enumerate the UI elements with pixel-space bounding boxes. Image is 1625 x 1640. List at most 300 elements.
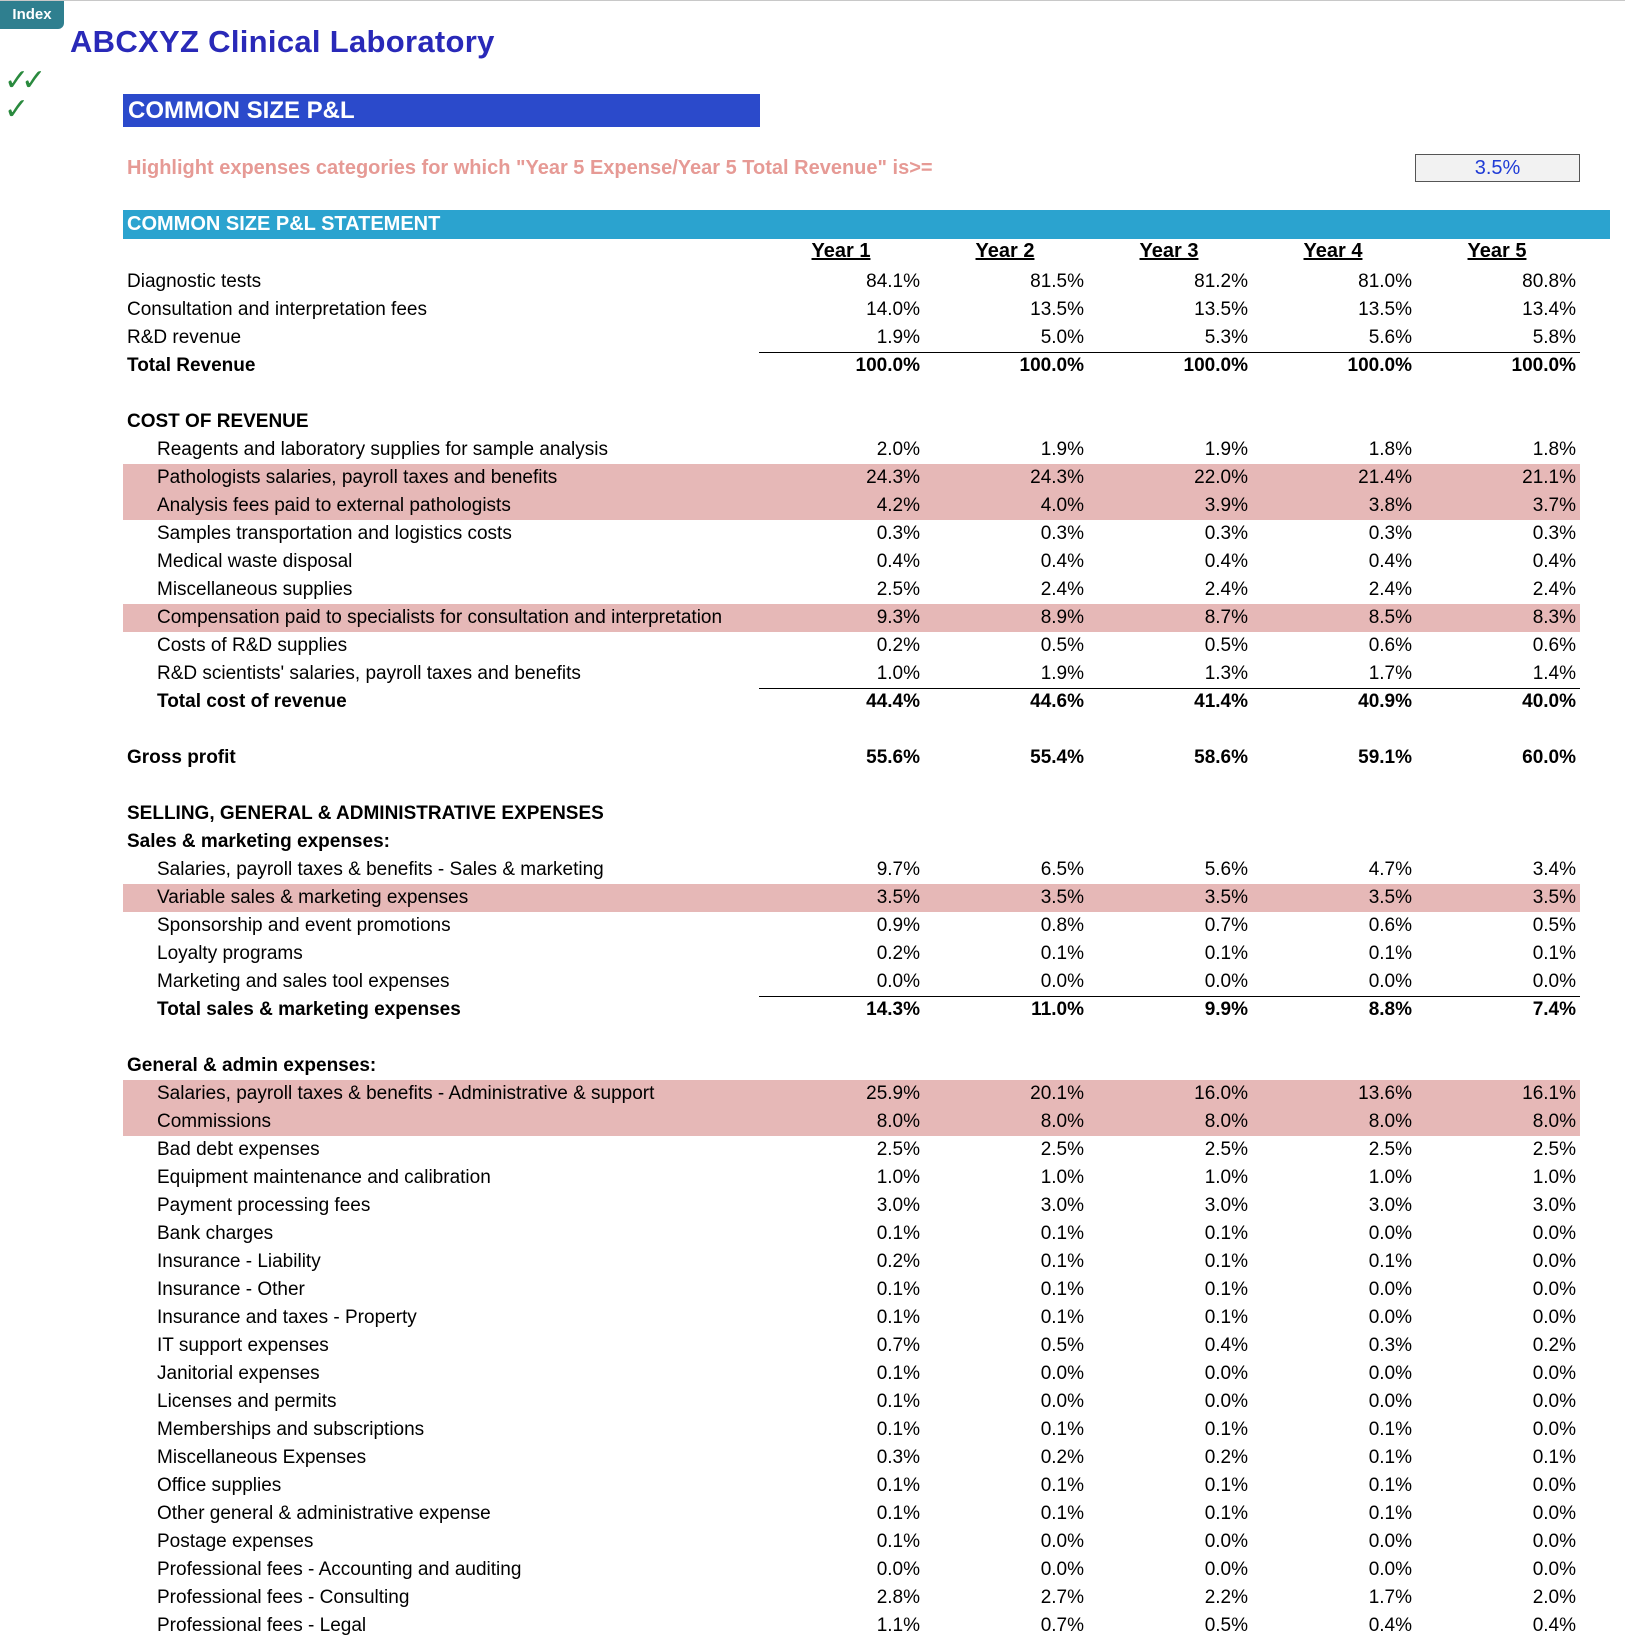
year-2-value: 55.4% (1030, 747, 1084, 768)
table-row-highlighted (123, 884, 1580, 912)
year-3-value: 2.5% (1204, 1139, 1248, 1160)
row-label: Payment processing fees (157, 1195, 371, 1216)
double-check-icon: ✓✓ (4, 64, 39, 97)
row-label: Reagents and laboratory supplies for sample analysis (157, 439, 608, 460)
year-1-value: 0.1% (876, 1223, 920, 1244)
year-3-value: 0.1% (1204, 1419, 1248, 1440)
table-row (0, 1136, 1625, 1164)
year-header-3: Year 3 (1139, 240, 1199, 262)
year-4-value: 2.4% (1368, 579, 1412, 600)
year-3-value: 0.4% (1204, 551, 1248, 572)
year-4-value: 0.0% (1368, 1559, 1412, 1580)
year-4-value: 8.8% (1368, 999, 1412, 1020)
year-3-value: 0.0% (1204, 1391, 1248, 1412)
table-row (0, 436, 1625, 464)
year-2-value: 0.1% (1040, 1223, 1084, 1244)
year-4-value: 0.1% (1368, 943, 1412, 964)
table-row (0, 268, 1625, 296)
highlight-threshold-label: Highlight expenses categories for which "Year 5 Expense/Year 5 Total Revenue" is>= (127, 157, 933, 179)
year-1-value: 14.0% (866, 299, 920, 320)
year-5-value: 40.0% (1522, 691, 1576, 712)
year-2-value: 1.9% (1040, 663, 1084, 684)
year-1-value: 0.1% (876, 1391, 920, 1412)
year-4-value: 0.0% (1368, 1363, 1412, 1384)
table-row (0, 352, 1625, 380)
row-label: Analysis fees paid to external pathologists (157, 495, 511, 516)
row-label: Sponsorship and event promotions (157, 915, 451, 936)
row-label: Licenses and permits (157, 1391, 337, 1412)
year-4-value: 0.0% (1368, 971, 1412, 992)
row-label: Marketing and sales tool expenses (157, 971, 450, 992)
year-4-value: 0.3% (1368, 523, 1412, 544)
year-5-value: 13.4% (1522, 299, 1576, 320)
year-1-value: 84.1% (866, 271, 920, 292)
year-4-value: 3.0% (1368, 1195, 1412, 1216)
table-row (0, 1220, 1625, 1248)
row-label: Total Revenue (127, 355, 256, 376)
year-5-value: 8.0% (1532, 1111, 1576, 1132)
table-row (0, 1444, 1625, 1472)
pl-table (0, 268, 1625, 1640)
year-1-value: 0.0% (876, 1559, 920, 1580)
year-5-value: 0.1% (1532, 943, 1576, 964)
year-5-value: 0.0% (1532, 971, 1576, 992)
table-row (0, 660, 1625, 688)
row-label: Compensation paid to specialists for consultation and interpretation (157, 607, 723, 628)
table-row (0, 408, 1625, 436)
year-5-value: 0.6% (1532, 635, 1576, 656)
year-3-value: 0.4% (1204, 1335, 1248, 1356)
year-4-value: 0.4% (1368, 1615, 1412, 1636)
year-5-value: 0.4% (1532, 1615, 1576, 1636)
year-5-value: 0.0% (1532, 1419, 1576, 1440)
table-row-highlighted (123, 464, 1580, 492)
year-5-value: 2.5% (1532, 1139, 1576, 1160)
year-1-value: 1.9% (876, 327, 920, 348)
year-1-value: 25.9% (866, 1083, 920, 1104)
year-1-value: 0.1% (876, 1363, 920, 1384)
year-1-value: 0.3% (876, 1447, 920, 1468)
row-label: Salaries, payroll taxes & benefits - Sales & marketing (157, 859, 604, 880)
year-3-value: 0.2% (1204, 1447, 1248, 1468)
year-4-value: 21.4% (1358, 467, 1412, 488)
row-label: SELLING, GENERAL & ADMINISTRATIVE EXPENSES (127, 803, 604, 824)
check-icon: ✓ (4, 93, 30, 126)
year-4-value: 0.0% (1368, 1391, 1412, 1412)
year-5-value: 0.2% (1532, 1335, 1576, 1356)
year-3-value: 0.1% (1204, 1223, 1248, 1244)
year-1-value: 0.1% (876, 1307, 920, 1328)
highlight-threshold-input[interactable]: 3.5% (1415, 154, 1580, 182)
table-row (0, 1024, 1625, 1052)
year-1-value: 2.5% (876, 1139, 920, 1160)
top-border (0, 0, 1625, 1)
year-1-value: 1.0% (876, 1167, 920, 1188)
year-2-value: 4.0% (1040, 495, 1084, 516)
row-label: Consultation and interpretation fees (127, 299, 427, 320)
year-5-value: 1.4% (1532, 663, 1576, 684)
table-row-highlighted (123, 1108, 1580, 1136)
year-2-value: 0.1% (1040, 943, 1084, 964)
year-2-value: 0.0% (1040, 1531, 1084, 1552)
year-2-value: 5.0% (1040, 327, 1084, 348)
row-label: Professional fees - Accounting and auditing (157, 1559, 522, 1580)
year-3-value: 0.1% (1204, 1251, 1248, 1272)
year-5-value: 0.4% (1532, 551, 1576, 572)
row-label: Miscellaneous Expenses (157, 1447, 367, 1468)
year-5-value: 0.0% (1532, 1251, 1576, 1272)
year-1-value: 0.3% (876, 523, 920, 544)
year-3-value: 1.3% (1204, 663, 1248, 684)
year-header-4: Year 4 (1303, 240, 1363, 262)
year-3-value: 0.7% (1204, 915, 1248, 936)
year-4-value: 1.0% (1368, 1167, 1412, 1188)
year-1-value: 0.1% (876, 1279, 920, 1300)
row-label: Memberships and subscriptions (157, 1419, 425, 1440)
year-2-value: 44.6% (1030, 691, 1084, 712)
row-label: Total cost of revenue (157, 691, 347, 712)
table-row (0, 912, 1625, 940)
year-header-1: Year 1 (811, 240, 871, 262)
year-2-value: 0.7% (1040, 1615, 1084, 1636)
year-3-value: 13.5% (1194, 299, 1248, 320)
table-row (0, 744, 1625, 772)
year-5-value: 3.7% (1532, 495, 1576, 516)
table-row (0, 1052, 1625, 1080)
year-2-value: 2.4% (1040, 579, 1084, 600)
year-1-value: 0.4% (876, 551, 920, 572)
year-5-value: 0.0% (1532, 1531, 1576, 1552)
row-label: Professional fees - Consulting (157, 1587, 410, 1608)
year-4-value: 13.5% (1358, 299, 1412, 320)
year-1-value: 0.1% (876, 1531, 920, 1552)
year-1-value: 55.6% (866, 747, 920, 768)
year-2-value: 0.0% (1040, 971, 1084, 992)
year-5-value: 3.0% (1532, 1195, 1576, 1216)
year-5-value: 21.1% (1522, 467, 1576, 488)
year-4-value: 0.0% (1368, 1279, 1412, 1300)
row-label: Loyalty programs (157, 943, 303, 964)
year-3-value: 0.0% (1204, 971, 1248, 992)
year-1-value: 0.2% (876, 635, 920, 656)
year-3-value: 41.4% (1194, 691, 1248, 712)
year-5-value: 1.8% (1532, 439, 1576, 460)
year-5-value: 0.1% (1532, 1447, 1576, 1468)
table-row (0, 940, 1625, 968)
table-row (0, 1416, 1625, 1444)
year-3-value: 8.7% (1204, 607, 1248, 628)
year-4-value: 100.0% (1347, 355, 1412, 376)
row-label: Miscellaneous supplies (157, 579, 353, 600)
year-1-value: 44.4% (866, 691, 920, 712)
year-3-value: 0.0% (1204, 1559, 1248, 1580)
year-5-value: 8.3% (1532, 607, 1576, 628)
row-label: R&D scientists' salaries, payroll taxes and benefits (157, 663, 581, 684)
year-1-value: 100.0% (855, 355, 920, 376)
table-row (0, 1612, 1625, 1640)
year-5-value: 0.0% (1532, 1307, 1576, 1328)
year-3-value: 5.3% (1204, 327, 1248, 348)
year-3-value: 58.6% (1194, 747, 1248, 768)
year-2-value: 0.0% (1040, 1363, 1084, 1384)
table-row (0, 548, 1625, 576)
table-row (0, 688, 1625, 716)
year-2-value: 0.4% (1040, 551, 1084, 572)
table-row (0, 632, 1625, 660)
year-5-value: 0.0% (1532, 1223, 1576, 1244)
year-2-value: 24.3% (1030, 467, 1084, 488)
table-row (0, 1360, 1625, 1388)
table-row (0, 996, 1625, 1024)
table-row (0, 380, 1625, 408)
year-4-value: 0.1% (1368, 1475, 1412, 1496)
year-1-value: 14.3% (866, 999, 920, 1020)
index-tab-button[interactable]: Index (0, 1, 64, 29)
year-2-value: 13.5% (1030, 299, 1084, 320)
year-1-value: 0.9% (876, 915, 920, 936)
year-3-value: 0.1% (1204, 1503, 1248, 1524)
year-5-value: 2.0% (1532, 1587, 1576, 1608)
year-1-value: 0.1% (876, 1503, 920, 1524)
year-3-value: 16.0% (1194, 1083, 1248, 1104)
table-row (0, 968, 1625, 996)
year-3-value: 2.2% (1204, 1587, 1248, 1608)
year-1-value: 3.0% (876, 1195, 920, 1216)
year-2-value: 0.1% (1040, 1307, 1084, 1328)
year-3-value: 0.0% (1204, 1363, 1248, 1384)
year-4-value: 8.0% (1368, 1111, 1412, 1132)
year-3-value: 5.6% (1204, 859, 1248, 880)
table-row-highlighted (123, 604, 1580, 632)
year-4-value: 8.5% (1368, 607, 1412, 628)
row-label: Other general & administrative expense (157, 1503, 491, 1524)
row-label: Medical waste disposal (157, 551, 353, 572)
year-5-value: 0.0% (1532, 1279, 1576, 1300)
table-row (0, 1192, 1625, 1220)
row-label: Gross profit (127, 747, 236, 768)
row-label: Pathologists salaries, payroll taxes and benefits (157, 467, 558, 488)
row-label: Bad debt expenses (157, 1139, 320, 1160)
year-3-value: 81.2% (1194, 271, 1248, 292)
year-2-value: 3.0% (1040, 1195, 1084, 1216)
year-4-value: 0.0% (1368, 1307, 1412, 1328)
year-1-value: 9.3% (876, 607, 920, 628)
year-4-value: 1.7% (1368, 1587, 1412, 1608)
table-row (0, 772, 1625, 800)
year-2-value: 0.1% (1040, 1419, 1084, 1440)
year-2-value: 0.5% (1040, 635, 1084, 656)
year-3-value: 0.5% (1204, 1615, 1248, 1636)
year-4-value: 0.1% (1368, 1419, 1412, 1440)
year-2-value: 2.7% (1040, 1587, 1084, 1608)
year-1-value: 1.1% (876, 1615, 920, 1636)
row-label: Professional fees - Legal (157, 1615, 367, 1636)
table-row (0, 1276, 1625, 1304)
year-4-value: 0.3% (1368, 1335, 1412, 1356)
year-1-value: 0.0% (876, 971, 920, 992)
row-label: Postage expenses (157, 1531, 314, 1552)
table-row (0, 1248, 1625, 1276)
year-1-value: 9.7% (876, 859, 920, 880)
year-3-value: 9.9% (1204, 999, 1248, 1020)
row-label: IT support expenses (157, 1335, 329, 1356)
year-1-value: 24.3% (866, 467, 920, 488)
row-label: Bank charges (157, 1223, 274, 1244)
year-4-value: 2.5% (1368, 1139, 1412, 1160)
year-4-value: 0.1% (1368, 1447, 1412, 1468)
year-2-value: 6.5% (1040, 859, 1084, 880)
table-row-highlighted (123, 492, 1580, 520)
year-3-value: 0.1% (1204, 1307, 1248, 1328)
table-row (0, 800, 1625, 828)
year-4-value: 0.0% (1368, 1223, 1412, 1244)
table-row-highlighted (123, 1080, 1580, 1108)
year-2-value: 0.1% (1040, 1279, 1084, 1300)
year-3-value: 22.0% (1194, 467, 1248, 488)
row-label: Costs of R&D supplies (157, 635, 348, 656)
year-1-value: 0.7% (876, 1335, 920, 1356)
table-row (0, 716, 1625, 744)
year-4-value: 3.5% (1368, 887, 1412, 908)
year-2-value: 0.1% (1040, 1475, 1084, 1496)
row-label: Insurance and taxes - Property (157, 1307, 417, 1328)
year-2-value: 1.0% (1040, 1167, 1084, 1188)
table-row (0, 856, 1625, 884)
row-label: Equipment maintenance and calibration (157, 1167, 491, 1188)
table-row (0, 576, 1625, 604)
year-5-value: 7.4% (1532, 999, 1576, 1020)
year-4-value: 0.4% (1368, 551, 1412, 572)
year-5-value: 5.8% (1532, 327, 1576, 348)
row-label: Diagnostic tests (127, 271, 262, 292)
year-5-value: 0.0% (1532, 1559, 1576, 1580)
table-row (0, 1164, 1625, 1192)
year-5-value: 80.8% (1522, 271, 1576, 292)
year-4-value: 0.6% (1368, 635, 1412, 656)
row-label: Sales & marketing expenses: (127, 831, 390, 852)
year-1-value: 2.8% (876, 1587, 920, 1608)
year-2-value: 20.1% (1030, 1083, 1084, 1104)
row-label: Insurance - Liability (157, 1251, 321, 1272)
year-1-value: 2.5% (876, 579, 920, 600)
year-4-value: 0.1% (1368, 1503, 1412, 1524)
table-row (0, 1500, 1625, 1528)
year-4-value: 0.6% (1368, 915, 1412, 936)
year-3-value: 3.0% (1204, 1195, 1248, 1216)
row-label: Variable sales & marketing expenses (157, 887, 469, 908)
year-5-value: 60.0% (1522, 747, 1576, 768)
year-5-value: 3.4% (1532, 859, 1576, 880)
table-row (0, 1304, 1625, 1332)
year-5-value: 0.5% (1532, 915, 1576, 936)
year-2-value: 81.5% (1030, 271, 1084, 292)
year-4-value: 13.6% (1358, 1083, 1412, 1104)
row-label: Office supplies (157, 1475, 282, 1496)
year-1-value: 1.0% (876, 663, 920, 684)
year-4-value: 0.1% (1368, 1251, 1412, 1272)
year-1-value: 0.1% (876, 1419, 920, 1440)
year-2-value: 0.1% (1040, 1251, 1084, 1272)
year-4-value: 1.7% (1368, 663, 1412, 684)
year-5-value: 3.5% (1532, 887, 1576, 908)
year-4-value: 0.0% (1368, 1531, 1412, 1552)
year-4-value: 3.8% (1368, 495, 1412, 516)
year-5-value: 2.4% (1532, 579, 1576, 600)
row-label: General & admin expenses: (127, 1055, 377, 1076)
year-3-value: 0.0% (1204, 1531, 1248, 1552)
year-2-value: 0.3% (1040, 523, 1084, 544)
year-3-value: 0.1% (1204, 1279, 1248, 1300)
row-label: Insurance - Other (157, 1279, 305, 1300)
year-1-value: 0.1% (876, 1475, 920, 1496)
year-1-value: 3.5% (876, 887, 920, 908)
year-4-value: 59.1% (1358, 747, 1412, 768)
year-2-value: 0.5% (1040, 1335, 1084, 1356)
table-row (0, 828, 1625, 856)
year-5-value: 0.0% (1532, 1503, 1576, 1524)
year-2-value: 100.0% (1019, 355, 1084, 376)
year-2-value: 3.5% (1040, 887, 1084, 908)
year-2-value: 11.0% (1031, 999, 1084, 1020)
year-3-value: 0.1% (1204, 943, 1248, 964)
year-2-value: 8.9% (1040, 607, 1084, 628)
year-2-value: 0.0% (1040, 1559, 1084, 1580)
year-5-value: 0.0% (1532, 1363, 1576, 1384)
row-label: COST OF REVENUE (127, 411, 309, 432)
year-3-value: 0.3% (1204, 523, 1248, 544)
row-label: R&D revenue (127, 327, 242, 348)
year-2-value: 0.0% (1040, 1391, 1084, 1412)
year-1-value: 8.0% (876, 1111, 920, 1132)
table-row (0, 1472, 1625, 1500)
year-3-value: 100.0% (1183, 355, 1248, 376)
year-1-value: 4.2% (876, 495, 920, 516)
year-2-value: 0.8% (1040, 915, 1084, 936)
company-title: ABCXYZ Clinical Laboratory (70, 24, 495, 59)
row-label: Commissions (157, 1111, 272, 1132)
section-header: COMMON SIZE P&L STATEMENT (123, 210, 1610, 239)
year-3-value: 1.0% (1204, 1167, 1248, 1188)
year-5-value: 0.3% (1532, 523, 1576, 544)
table-row (0, 1388, 1625, 1416)
year-1-value: 2.0% (876, 439, 920, 460)
year-4-value: 1.8% (1368, 439, 1412, 460)
table-row (0, 1584, 1625, 1612)
year-3-value: 3.5% (1204, 887, 1248, 908)
page-title: COMMON SIZE P&L (123, 94, 760, 127)
table-row (0, 1332, 1625, 1360)
year-4-value: 5.6% (1368, 327, 1412, 348)
table-row (0, 1528, 1625, 1556)
year-5-value: 16.1% (1522, 1083, 1576, 1104)
year-3-value: 0.1% (1204, 1475, 1248, 1496)
year-2-value: 8.0% (1040, 1111, 1084, 1132)
table-row (0, 1556, 1625, 1584)
year-2-value: 1.9% (1040, 439, 1084, 460)
row-label: Samples transportation and logistics costs (157, 523, 512, 544)
row-label: Total sales & marketing expenses (157, 999, 461, 1020)
year-5-value: 1.0% (1532, 1167, 1576, 1188)
year-3-value: 0.5% (1204, 635, 1248, 656)
year-4-value: 81.0% (1358, 271, 1412, 292)
year-3-value: 2.4% (1204, 579, 1248, 600)
year-header-5: Year 5 (1467, 240, 1527, 262)
year-5-value: 0.0% (1532, 1475, 1576, 1496)
year-2-value: 0.1% (1040, 1503, 1084, 1524)
year-1-value: 0.2% (876, 1251, 920, 1272)
year-header-2: Year 2 (975, 240, 1035, 262)
year-4-value: 4.7% (1368, 859, 1412, 880)
